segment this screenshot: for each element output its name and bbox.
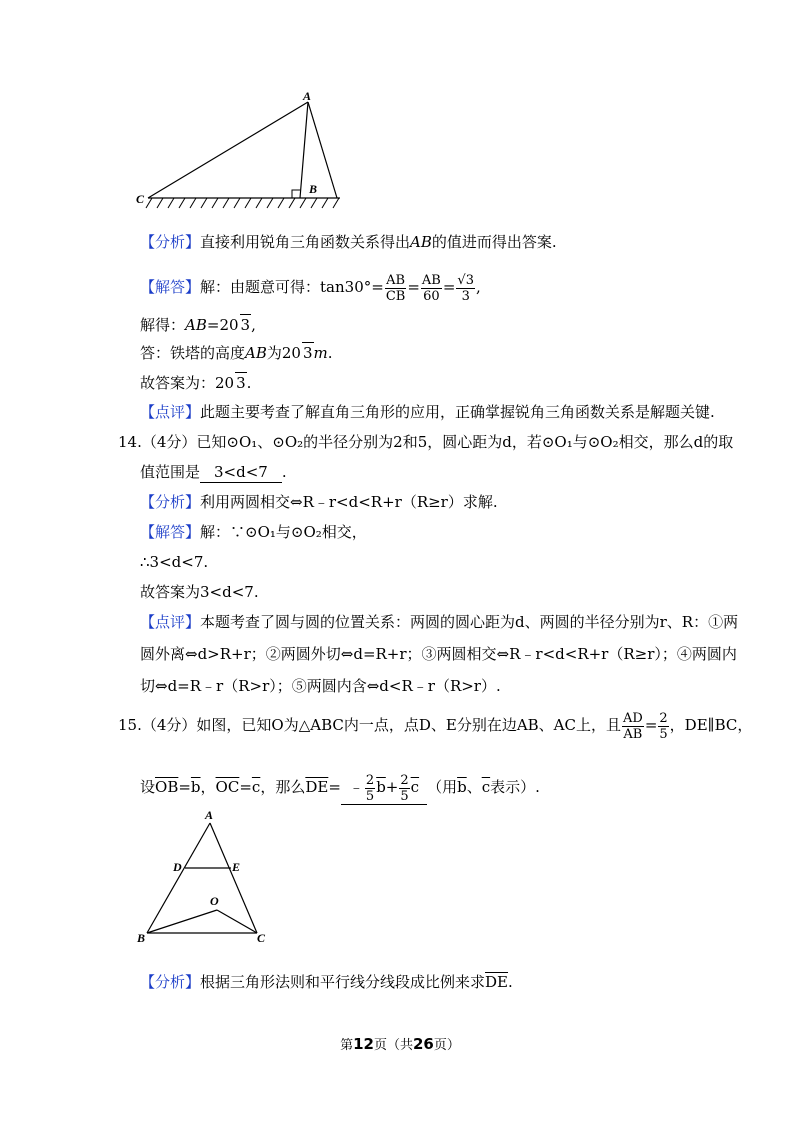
vector-de: $\overline{DE}$ (305, 778, 329, 796)
fig2-label-c: C (257, 931, 266, 945)
q13-final-answer: 故答案为：20 3. (140, 374, 252, 392)
fig2-label-b: B (137, 931, 146, 945)
fig1-label-a: A (303, 90, 312, 103)
q14-answer-blank: 3<d<7 (200, 462, 282, 483)
analysis-tag: 【分析】 (140, 973, 201, 991)
q14-question-line1: 14.（4分）已知⊙O₁、⊙O₂的半径分别为2和5，圆心距为d，若⊙O₁与⊙O₂相交，那么d的取 (118, 433, 734, 451)
q13-comment: 【点评】此题主要考查了解直角三角形的应用，正确掌握锐角三角函数关系是解题关键. (140, 403, 715, 421)
solution-tag: 【解答】 (140, 278, 201, 296)
triangle-abc-figure (135, 808, 280, 948)
q13-analysis: 【分析】直接利用锐角三角函数关系得出AB的值进而得出答案. (140, 233, 557, 251)
sqrt-3: 3 (240, 316, 251, 334)
q14-comment-line2: 圆外离⇔d>R+r；②两圆外切⇔d=R+r；③两圆相交⇔R﹣r<d<R+r（R≥r）；④两圆内 (140, 645, 737, 663)
vector-de: $\overline{DE}$ (485, 973, 509, 991)
q14-solution: 【解答】解：∵⊙O₁与⊙O₂相交， (140, 523, 367, 541)
q13-solution: 【解答】解：由题意可得：tan30°= $\frac{AB}{CB}$ = $\frac{AB}{60}$ = $\frac{√3}{3}$ , (140, 272, 481, 304)
comment-tag: 【点评】 (140, 403, 201, 421)
solution-tag: 【解答】 (140, 523, 201, 541)
fig2-label-e: E (232, 860, 241, 874)
fraction: $\frac{√3}{3}$ (457, 272, 474, 304)
fraction: $\frac{2}{5}$ (365, 772, 375, 804)
fig2-label-d: D (173, 860, 182, 874)
q14-comment-line3: 切⇔d=R﹣r（R>r）；⑤两圆内含⇔d<R﹣r（R>r）. (140, 677, 501, 695)
q15-question-line1: 15.（4分）如图，已知O为△ABC内一点，点D、E分别在边AB、AC上，且 $\frac{AD}{AB}$ = $\frac{2}{5}$ ，DE∥BC， (118, 710, 753, 742)
comment-tag: 【点评】 (140, 613, 201, 631)
analysis-tag: 【分析】 (140, 233, 201, 251)
q15-analysis: 【分析】根据三角形法则和平行线分线段成比例来求$\overline{DE}$. (140, 973, 513, 991)
vector-ob: $\overline{OB}$ (155, 778, 179, 796)
q15-question-line2: 设$\overline{OB}=\overline{b}$，$\overline{OC}=\overline{c}$，那么$\overline{DE}=$ ﹣ $\frac{2}{5}$ $\overline{b}+$ $\frac{2}{5}$ $\overline{c}$ （用$\overline{b}$、$\overline{c}$表示）. (140, 770, 540, 805)
q14-therefore: ∴3<d<7. (140, 553, 209, 571)
fraction: $\frac{2}{5}$ (659, 710, 668, 742)
tower-triangle-figure (130, 90, 350, 215)
fraction: $\frac{AB}{CB}$ (385, 272, 406, 304)
sqrt-3: 3 (236, 374, 246, 392)
total-pages: 26 (413, 1035, 434, 1053)
current-page: 12 (353, 1035, 374, 1053)
q14-final-answer: 故答案为3<d<7. (140, 583, 259, 601)
page-footer: 第12页（共26页） (340, 1035, 460, 1053)
fig1-label-c: C (136, 192, 145, 206)
q14-comment-line1: 【点评】本题考查了圆与圆的位置关系：两圆的圆心距为d、两圆的半径分别为r、R：①两 (140, 613, 739, 631)
vector-b: $\overline{b}$ (190, 778, 201, 796)
fig2-label-o: O (210, 894, 219, 908)
fraction: $\frac{2}{5}$ (400, 772, 409, 804)
vector-c: $\overline{c}$ (251, 778, 261, 796)
q13-solve-line: 解得：AB=20 3, (140, 316, 256, 334)
fig2-label-a: A (205, 808, 214, 822)
fig1-label-b: B (309, 182, 318, 196)
q13-answer-line: 答：铁塔的高度AB为20 3m. (140, 344, 333, 362)
fraction: $\frac{AB}{60}$ (421, 272, 441, 304)
q14-question-line2: 值范围是 3<d<7 . (140, 463, 287, 481)
q15-answer-blank: ﹣ $\frac{2}{5}$ $\overline{b}+$ $\frac{2}{5}$ $\overline{c}$ (341, 770, 427, 805)
q14-analysis: 【分析】利用两圆相交⇔R﹣r<d<R+r（R≥r）求解. (140, 493, 498, 511)
analysis-tag: 【分析】 (140, 493, 201, 511)
fraction: $\frac{AD}{AB}$ (623, 710, 643, 742)
vector-oc: $\overline{OC}$ (215, 778, 240, 796)
sqrt-3: 3 (302, 344, 313, 362)
